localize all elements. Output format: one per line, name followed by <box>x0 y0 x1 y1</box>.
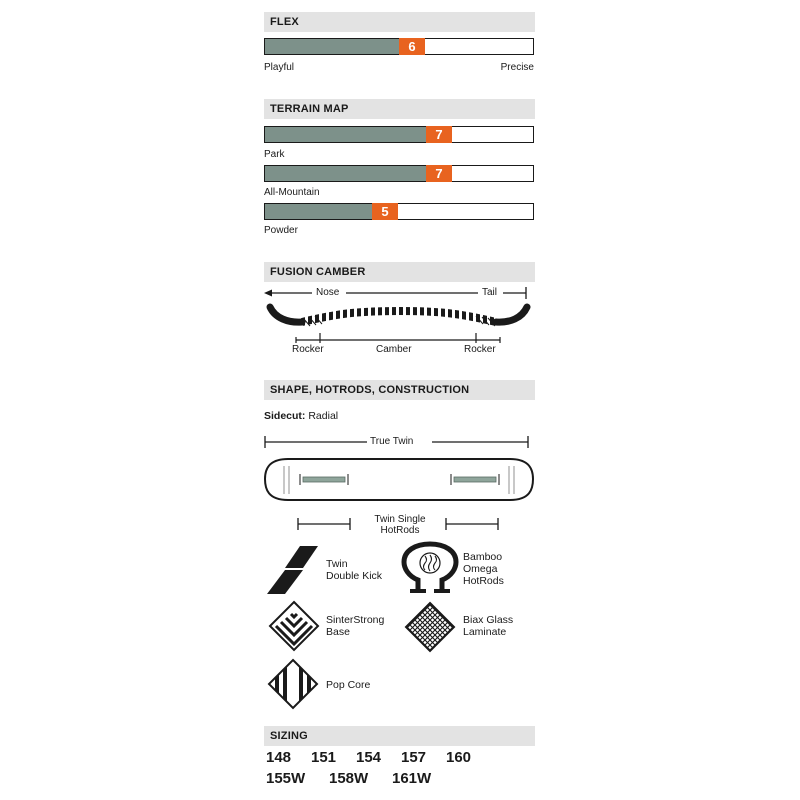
hotrods-label-line1: Twin Single <box>374 514 426 525</box>
terrain-value-badge: 7 <box>426 126 452 143</box>
feature-label: Bamboo Omega HotRods <box>463 551 504 587</box>
flex-left-label: Playful <box>264 62 295 73</box>
camber-header: FUSION CAMBER <box>264 262 535 282</box>
shape-header: SHAPE, HOTRODS, CONSTRUCTION <box>264 380 535 400</box>
sizing-header: SIZING <box>264 726 535 746</box>
size-value: 158W <box>329 770 369 787</box>
size-value: 154 <box>356 749 382 766</box>
true-twin-label: True Twin <box>370 436 414 447</box>
terrain-value-badge: 5 <box>372 203 398 220</box>
hotrods-label-line2: HotRods <box>380 525 420 536</box>
twin-double-kick-icon <box>267 546 318 594</box>
sidecut-key: Sidecut: <box>264 410 306 422</box>
flex-value-badge: 6 <box>399 38 425 55</box>
sinterstrong-base-icon <box>270 602 318 650</box>
feature-label: Twin Double Kick <box>326 558 383 582</box>
size-value: 155W <box>266 770 306 787</box>
bamboo-omega-hotrods-icon <box>404 544 456 591</box>
terrain-label-park: Park <box>264 149 285 160</box>
rocker-left-label: Rocker <box>292 344 324 355</box>
size-value: 157 <box>401 749 427 766</box>
terrain-header: TERRAIN MAP <box>264 99 535 119</box>
feature-label: Biax Glass Laminate <box>463 614 514 638</box>
flex-header: FLEX <box>264 12 535 32</box>
camber-label: Camber <box>376 344 412 355</box>
pop-core-icon <box>269 660 317 710</box>
tail-label: Tail <box>482 287 498 298</box>
feature-label: SinterStrong Base <box>326 614 385 638</box>
sidecut-value: Radial <box>308 410 339 422</box>
rocker-right-label: Rocker <box>464 344 496 355</box>
flex-right-label: Precise <box>500 62 534 73</box>
size-value: 148 <box>266 749 292 766</box>
feature-label: Pop Core <box>326 679 371 691</box>
size-value: 160 <box>446 749 472 766</box>
terrain-label-powder: Powder <box>264 225 298 236</box>
terrain-label-all-mountain: All-Mountain <box>264 187 320 198</box>
size-value: 151 <box>311 749 337 766</box>
terrain-value-badge: 7 <box>426 165 452 182</box>
size-value: 161W <box>392 770 432 787</box>
nose-label: Nose <box>313 287 342 299</box>
